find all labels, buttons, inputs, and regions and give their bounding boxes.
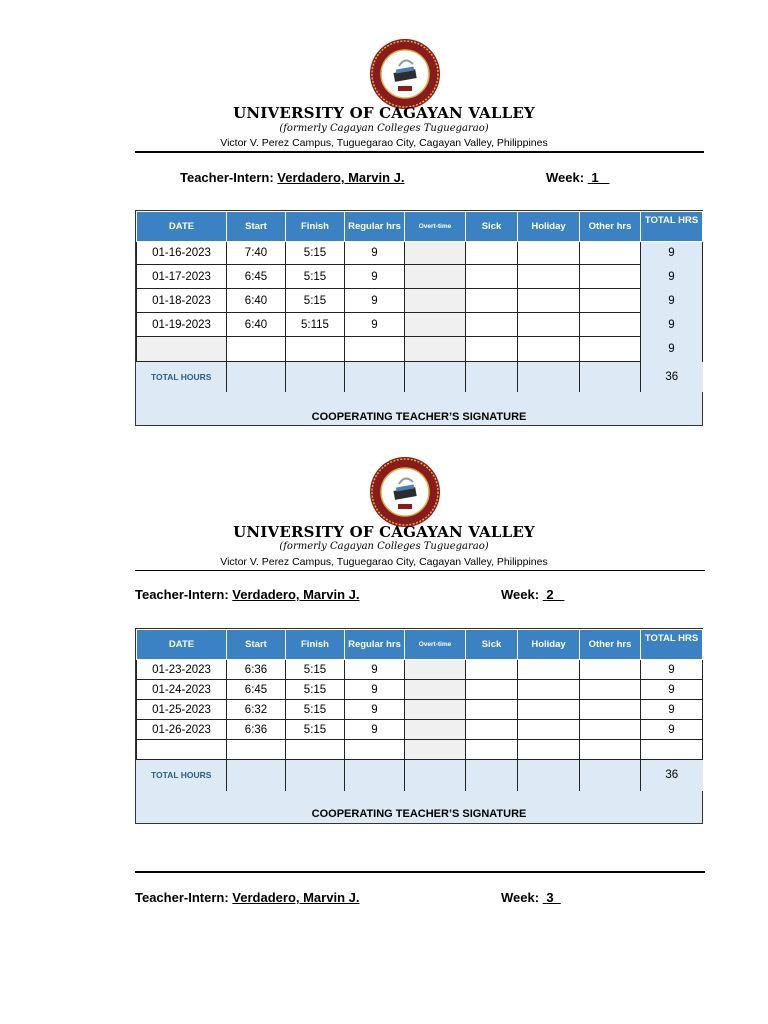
cell-finish: 5:15 (286, 720, 345, 740)
teacher-intern-label: Teacher-Intern: (180, 170, 274, 185)
total-cell (227, 760, 286, 791)
week-number: 2 (546, 587, 554, 602)
cell-holiday (518, 337, 580, 362)
cell-sick (466, 700, 518, 720)
col-holiday: Holiday (518, 630, 580, 660)
cell-overtime (405, 660, 466, 680)
teacher-intern-name: Verdadero, Marvin J. (232, 587, 360, 602)
cell-total (641, 740, 703, 760)
cell-holiday (518, 740, 580, 760)
total-hours-label: TOTAL HOURS (137, 362, 227, 392)
cell-holiday (518, 720, 580, 740)
total-cell (466, 760, 518, 791)
table-row (137, 680, 703, 700)
cell-sick (466, 313, 518, 337)
col-sick: Sick (466, 630, 518, 660)
teacher-intern-name: Verdadero, Marvin J. (277, 170, 405, 185)
cell-start: 6:36 (227, 720, 286, 740)
table-row (137, 313, 703, 337)
header-divider (135, 151, 704, 153)
teacher-intern-label: Teacher-Intern: (135, 890, 229, 905)
cell-sick (466, 660, 518, 680)
col-total: TOTAL HRS (641, 212, 703, 242)
university-name: UNIVERSITY OF CAGAYAN VALLEY (233, 104, 535, 122)
cell-holiday (518, 660, 580, 680)
cell-regular: 9 (345, 680, 405, 700)
col-regular: Regular hrs (345, 630, 405, 660)
week-label: Week: (501, 587, 540, 602)
total-cell (227, 362, 286, 392)
cell-regular: 9 (345, 313, 405, 337)
week1-dtr-table (136, 211, 703, 392)
grand-total: 36 (641, 362, 703, 392)
cell-overtime (405, 720, 466, 740)
week-number: 1 (591, 170, 599, 185)
col-regular: Regular hrs (345, 212, 405, 242)
cell-start (227, 740, 286, 760)
teacher-intern-line (135, 587, 359, 602)
cell-date: 01-18-2023 (137, 289, 227, 313)
col-finish: Finish (286, 630, 345, 660)
cell-regular: 9 (345, 289, 405, 313)
col-sick: Sick (466, 212, 518, 242)
cell-overtime (405, 265, 466, 289)
cell-finish: 5:15 (286, 242, 345, 265)
total-cell (466, 362, 518, 392)
cell-other (580, 740, 641, 760)
cell-total: 9 (641, 700, 703, 720)
week-label: Week: (546, 170, 585, 185)
campus-address: Victor V. Perez Campus, Tuguegarao City, Cagayan Valley, Philippines (220, 556, 548, 568)
cell-date: 01-17-2023 (137, 265, 227, 289)
cell-date: 01-25-2023 (137, 700, 227, 720)
teacher-intern-name: Verdadero, Marvin J. (232, 890, 360, 905)
cell-finish: 5:15 (286, 289, 345, 313)
cell-other (580, 265, 641, 289)
cell-regular: 9 (345, 720, 405, 740)
cell-start: 6:36 (227, 660, 286, 680)
cell-sick (466, 680, 518, 700)
cell-total: 9 (641, 680, 703, 700)
cell-start: 6:45 (227, 680, 286, 700)
cell-start: 6:45 (227, 265, 286, 289)
formerly-text: (formerly Cagayan Colleges Tuguegarao) (279, 541, 489, 552)
total-cell (345, 760, 405, 791)
table-row (137, 700, 703, 720)
col-finish: Finish (286, 212, 345, 242)
total-cell (405, 760, 466, 791)
table-row (137, 337, 703, 362)
col-overtime: Overt-time (405, 630, 466, 660)
table-row (137, 289, 703, 313)
cell-total: 9 (641, 660, 703, 680)
cell-date (137, 337, 227, 362)
university-name: UNIVERSITY OF CAGAYAN VALLEY (233, 523, 535, 541)
teacher-intern-line (135, 890, 359, 905)
cell-date: 01-24-2023 (137, 680, 227, 700)
cooperating-teacher-signature: COOPERATING TEACHER’S SIGNATURE (311, 808, 527, 820)
total-cell (345, 362, 405, 392)
total-cell (518, 760, 580, 791)
table-row (137, 720, 703, 740)
header-divider (135, 570, 705, 571)
week-line (501, 587, 564, 602)
university-seal-logo (369, 456, 441, 528)
cell-holiday (518, 265, 580, 289)
cell-other (580, 700, 641, 720)
cell-date: 01-23-2023 (137, 660, 227, 680)
week-label: Week: (501, 890, 540, 905)
cell-other (580, 313, 641, 337)
total-cell (518, 362, 580, 392)
cell-start (227, 337, 286, 362)
university-seal-logo (369, 38, 441, 110)
col-start: Start (227, 212, 286, 242)
cell-finish: 5:15 (286, 660, 345, 680)
col-other: Other hrs (580, 630, 641, 660)
cell-start: 6:40 (227, 313, 286, 337)
cell-other (580, 660, 641, 680)
teacher-intern-label: Teacher-Intern: (135, 587, 229, 602)
cell-other (580, 680, 641, 700)
col-overtime: Overt-time (405, 212, 466, 242)
cell-regular (345, 337, 405, 362)
cell-sick (466, 289, 518, 313)
total-cell (286, 362, 345, 392)
table-header-row (137, 212, 703, 242)
cell-holiday (518, 680, 580, 700)
week-line (546, 170, 609, 185)
cell-holiday (518, 242, 580, 265)
cell-start: 6:40 (227, 289, 286, 313)
col-date: DATE (137, 212, 227, 242)
cell-finish: 5:15 (286, 700, 345, 720)
cell-other (580, 242, 641, 265)
cell-regular: 9 (345, 265, 405, 289)
cell-date (137, 740, 227, 760)
week-line (501, 890, 561, 905)
cell-other (580, 289, 641, 313)
table-row (137, 660, 703, 680)
cell-holiday (518, 313, 580, 337)
cell-overtime (405, 242, 466, 265)
cell-date: 01-19-2023 (137, 313, 227, 337)
week2-dtr-table (136, 629, 703, 791)
cell-regular: 9 (345, 700, 405, 720)
cell-overtime (405, 289, 466, 313)
cell-regular (345, 740, 405, 760)
col-other: Other hrs (580, 212, 641, 242)
col-total: TOTAL HRS (641, 630, 703, 660)
cell-date: 01-16-2023 (137, 242, 227, 265)
cell-sick (466, 242, 518, 265)
cell-total: 9 (641, 337, 703, 362)
cell-total: 9 (641, 313, 703, 337)
cell-holiday (518, 700, 580, 720)
table-row (137, 740, 703, 760)
cell-overtime (405, 337, 466, 362)
col-holiday: Holiday (518, 212, 580, 242)
total-cell (580, 760, 641, 791)
formerly-text: (formerly Cagayan Colleges Tuguegarao) (279, 123, 489, 134)
total-hours-label: TOTAL HOURS (137, 760, 227, 791)
cell-sick (466, 720, 518, 740)
cell-start: 6:32 (227, 700, 286, 720)
col-start: Start (227, 630, 286, 660)
cell-overtime (405, 313, 466, 337)
cell-date: 01-26-2023 (137, 720, 227, 740)
col-date: DATE (137, 630, 227, 660)
cell-overtime (405, 680, 466, 700)
cell-total: 9 (641, 720, 703, 740)
section-divider (135, 871, 705, 873)
total-cell (580, 362, 641, 392)
cell-total: 9 (641, 242, 703, 265)
cell-finish: 5:15 (286, 680, 345, 700)
cooperating-teacher-signature: COOPERATING TEACHER’S SIGNATURE (311, 411, 527, 423)
cell-total: 9 (641, 289, 703, 313)
cell-other (580, 720, 641, 740)
cell-other (580, 337, 641, 362)
total-cell (405, 362, 466, 392)
cell-sick (466, 337, 518, 362)
grand-total: 36 (641, 760, 703, 791)
cell-finish (286, 337, 345, 362)
total-cell (286, 760, 345, 791)
cell-finish: 5:115 (286, 313, 345, 337)
cell-holiday (518, 289, 580, 313)
campus-address: Victor V. Perez Campus, Tuguegarao City, Cagayan Valley, Philippines (220, 137, 548, 149)
total-hours-row (137, 362, 703, 392)
cell-overtime (405, 700, 466, 720)
cell-finish: 5:15 (286, 265, 345, 289)
cell-regular: 9 (345, 660, 405, 680)
cell-sick (466, 265, 518, 289)
cell-sick (466, 740, 518, 760)
table-header-row (137, 630, 703, 660)
cell-start: 7:40 (227, 242, 286, 265)
total-hours-row (137, 760, 703, 791)
cell-total: 9 (641, 265, 703, 289)
table-row (137, 242, 703, 265)
table-row (137, 265, 703, 289)
cell-finish (286, 740, 345, 760)
teacher-intern-line (180, 170, 404, 185)
cell-overtime (405, 740, 466, 760)
cell-regular: 9 (345, 242, 405, 265)
week-number: 3 (546, 890, 554, 905)
